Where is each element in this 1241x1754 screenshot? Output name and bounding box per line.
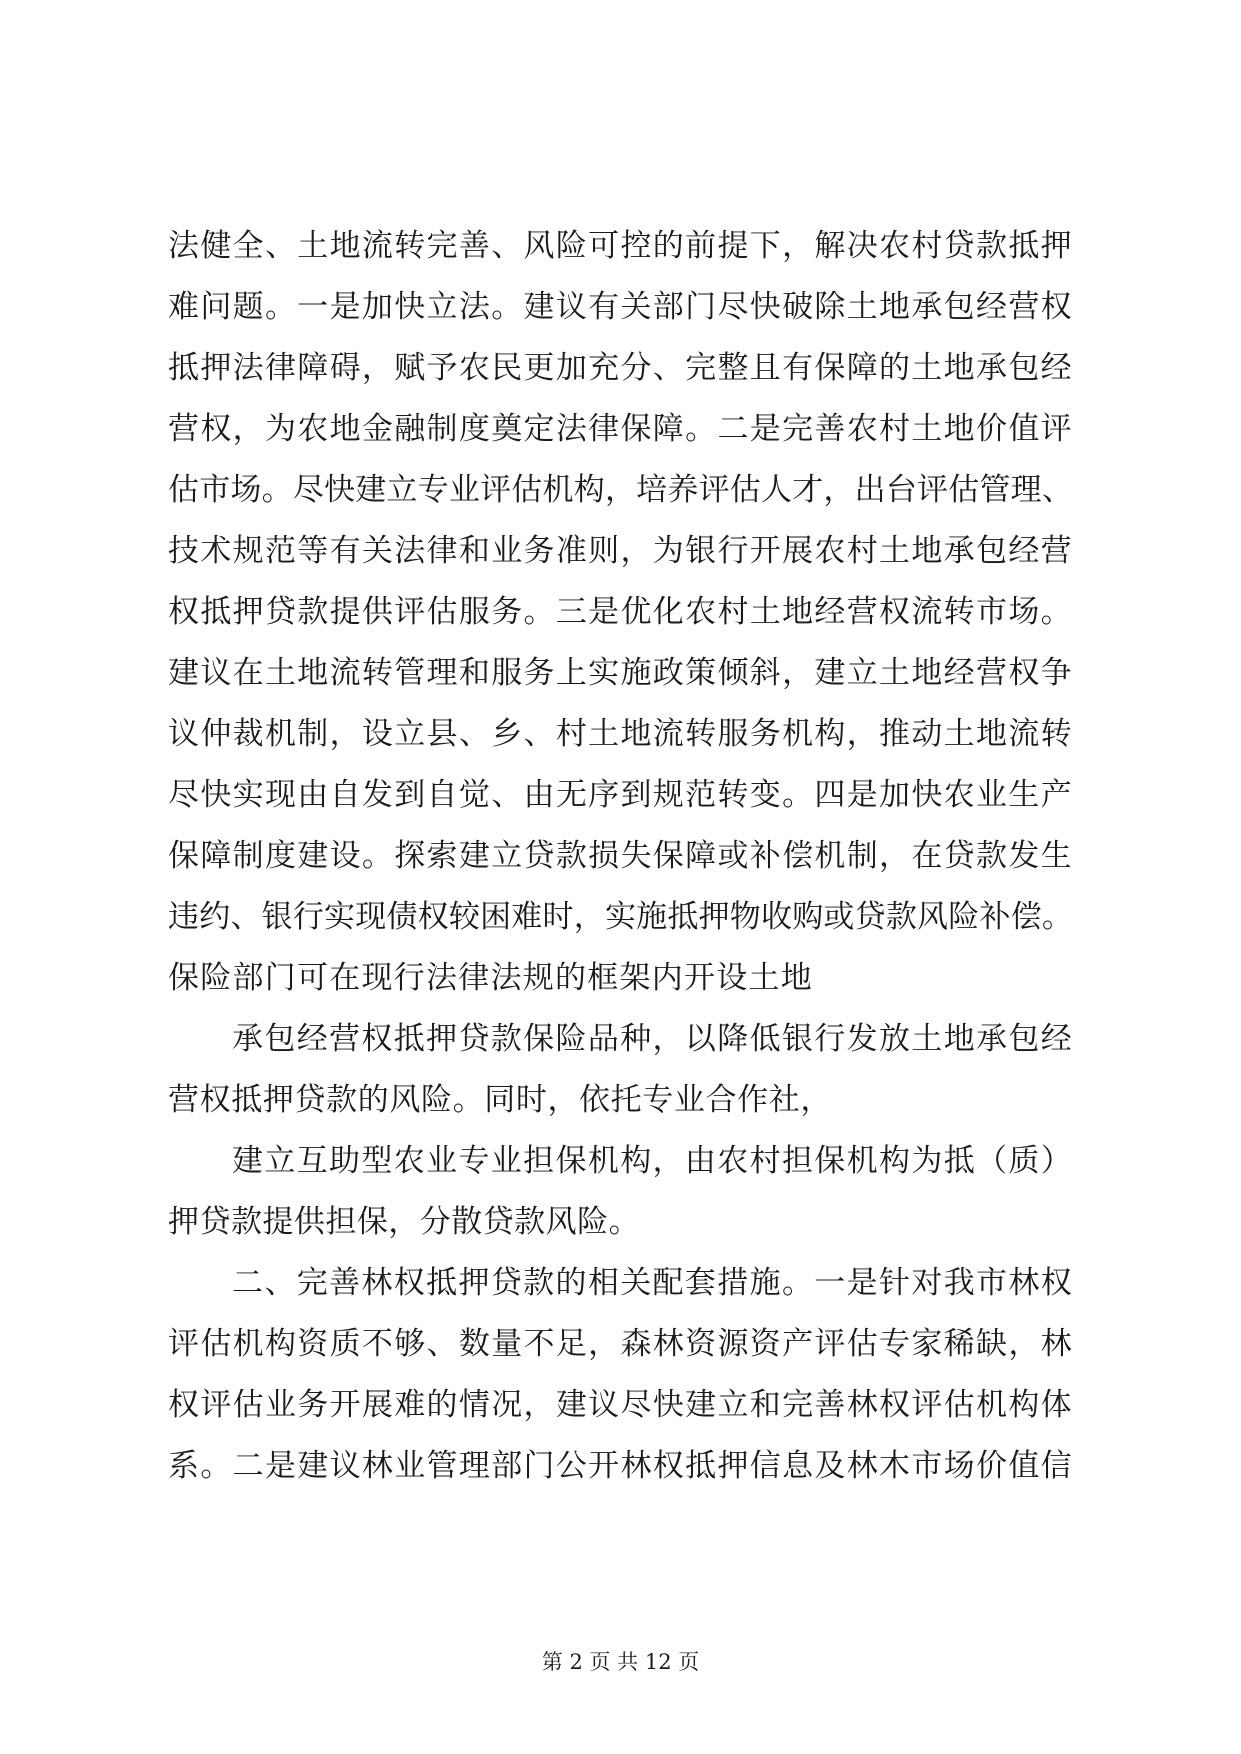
text-line: 保障制度建设。探索建立贷款损失保障或补偿机制，在贷款发生 bbox=[168, 838, 1073, 874]
text-line: 权评估业务开展难的情况，建议尽快建立和完善林权评估机构体 bbox=[168, 1387, 1073, 1423]
text-line: 技术规范等有关法律和业务准则，为银行开展农村土地承包经营 bbox=[168, 533, 1073, 569]
text-line: 承包经营权抵押贷款保险品种，以降低银行发放土地承包经 bbox=[232, 1021, 1073, 1057]
text-line: 建议在土地流转管理和服务上实施政策倾斜，建立土地经营权争 bbox=[168, 655, 1073, 691]
text-line: 保险部门可在现行法律法规的框架内开设土地 bbox=[168, 960, 813, 996]
text-line: 违约、银行实现债权较困难时，实施抵押物收购或贷款风险补偿。 bbox=[168, 899, 1073, 935]
text-line: 法健全、土地流转完善、风险可控的前提下，解决农村贷款抵押 bbox=[168, 228, 1073, 264]
text-line: 评估机构资质不够、数量不足，森林资源资产评估专家稀缺，林 bbox=[168, 1326, 1073, 1362]
text-line: 抵押法律障碍，赋予农民更加充分、完整且有保障的土地承包经 bbox=[168, 350, 1073, 386]
text-line: 议仲裁机制，设立县、乡、村土地流转服务机构，推动土地流转 bbox=[168, 716, 1073, 752]
text-line: 营权抵押贷款的风险。同时，依托专业合作社， bbox=[168, 1082, 832, 1118]
text-line: 建立互助型农业专业担保机构，由农村担保机构为抵（质） bbox=[232, 1143, 1073, 1179]
text-line: 尽快实现由自发到自觉、由无序到规范转变。四是加快农业生产 bbox=[168, 777, 1073, 813]
text-line: 系。二是建议林业管理部门公开林权抵押信息及林木市场价值信 bbox=[168, 1448, 1073, 1484]
text-line: 押贷款提供担保，分散贷款风险。 bbox=[168, 1204, 640, 1240]
text-line: 二、完善林权抵押贷款的相关配套措施。一是针对我市林权 bbox=[232, 1265, 1073, 1301]
text-line: 难问题。一是加快立法。建议有关部门尽快破除土地承包经营权 bbox=[168, 289, 1073, 325]
text-line: 营权，为农地金融制度奠定法律保障。二是完善农村土地价值评 bbox=[168, 411, 1073, 447]
page-indicator: 第 2 页 共 12 页 bbox=[541, 1650, 700, 1674]
text-line: 估市场。尽快建立专业评估机构，培养评估人才，出台评估管理、 bbox=[168, 472, 1073, 508]
text-line: 权抵押贷款提供评估服务。三是优化农村土地经营权流转市场。 bbox=[168, 594, 1073, 630]
